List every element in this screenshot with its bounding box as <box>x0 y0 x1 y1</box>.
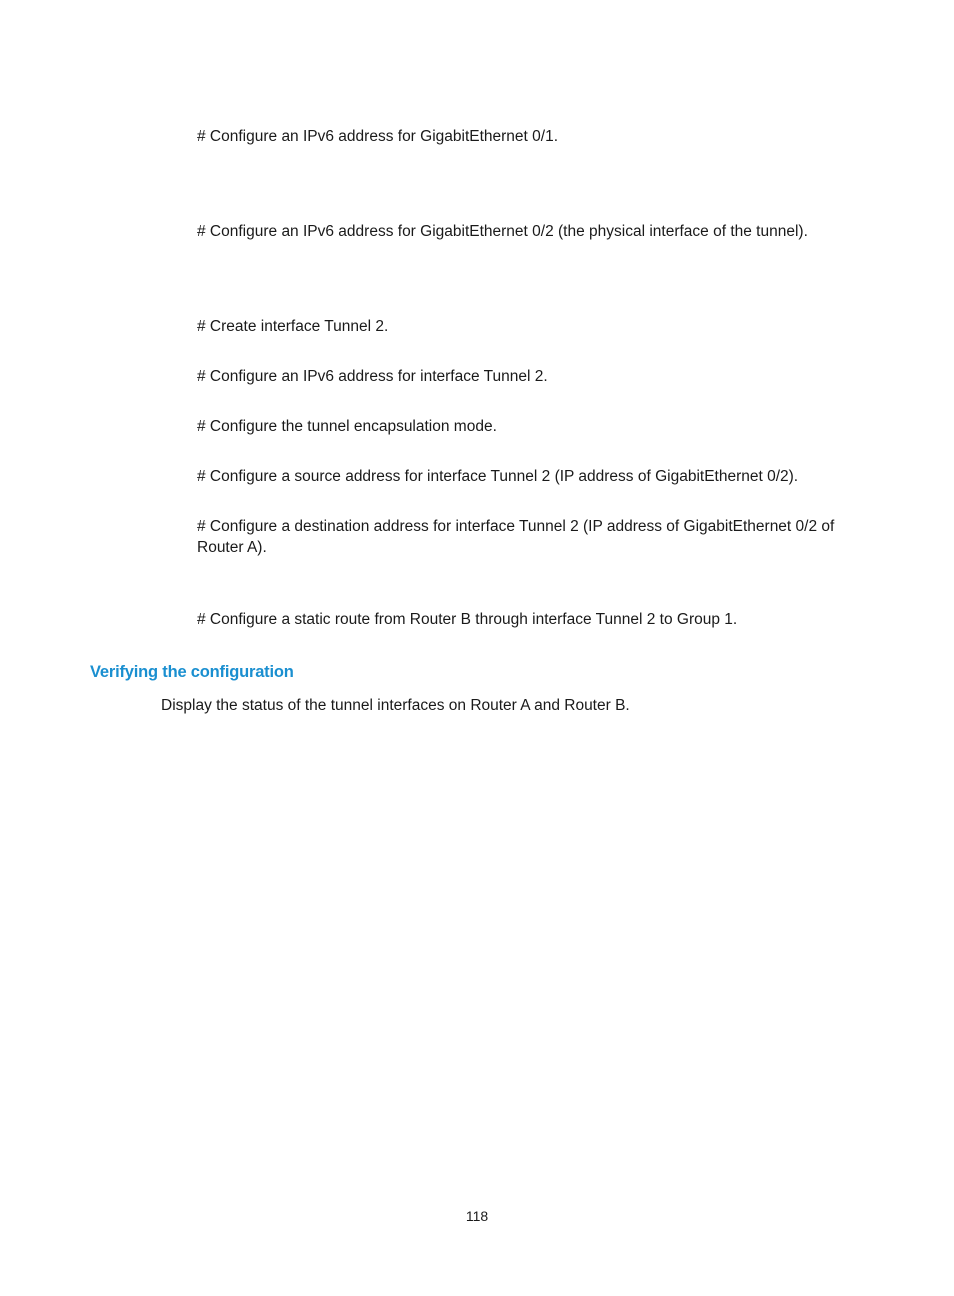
step-configure-tunnel-ipv6: # Configure an IPv6 address for interface Tunnel 2. <box>197 368 548 385</box>
step-destination-address: # Configure a destination address for interface Tunnel 2 (IP address of GigabitEthernet 0/2 of Router A). <box>197 518 835 556</box>
step-source-address: # Configure a source address for interface Tunnel 2 (IP address of GigabitEthernet 0/2). <box>197 468 799 485</box>
step-create-tunnel: # Create interface Tunnel 2. <box>197 318 389 335</box>
section-body-text: Display the status of the tunnel interfaces on Router A and Router B. <box>161 697 630 714</box>
page-number: 118 <box>465 1208 489 1224</box>
step-configure-ge02-ipv6: # Configure an IPv6 address for GigabitEthernet 0/2 (the physical interface of the tunnel). <box>197 223 808 240</box>
step-encapsulation-mode: # Configure the tunnel encapsulation mode. <box>197 418 497 435</box>
step-configure-ge01-ipv6: # Configure an IPv6 address for GigabitEthernet 0/1. <box>197 128 559 145</box>
step-static-route: # Configure a static route from Router B through interface Tunnel 2 to Group 1. <box>197 611 738 628</box>
section-heading: Verifying the configuration <box>90 663 294 681</box>
